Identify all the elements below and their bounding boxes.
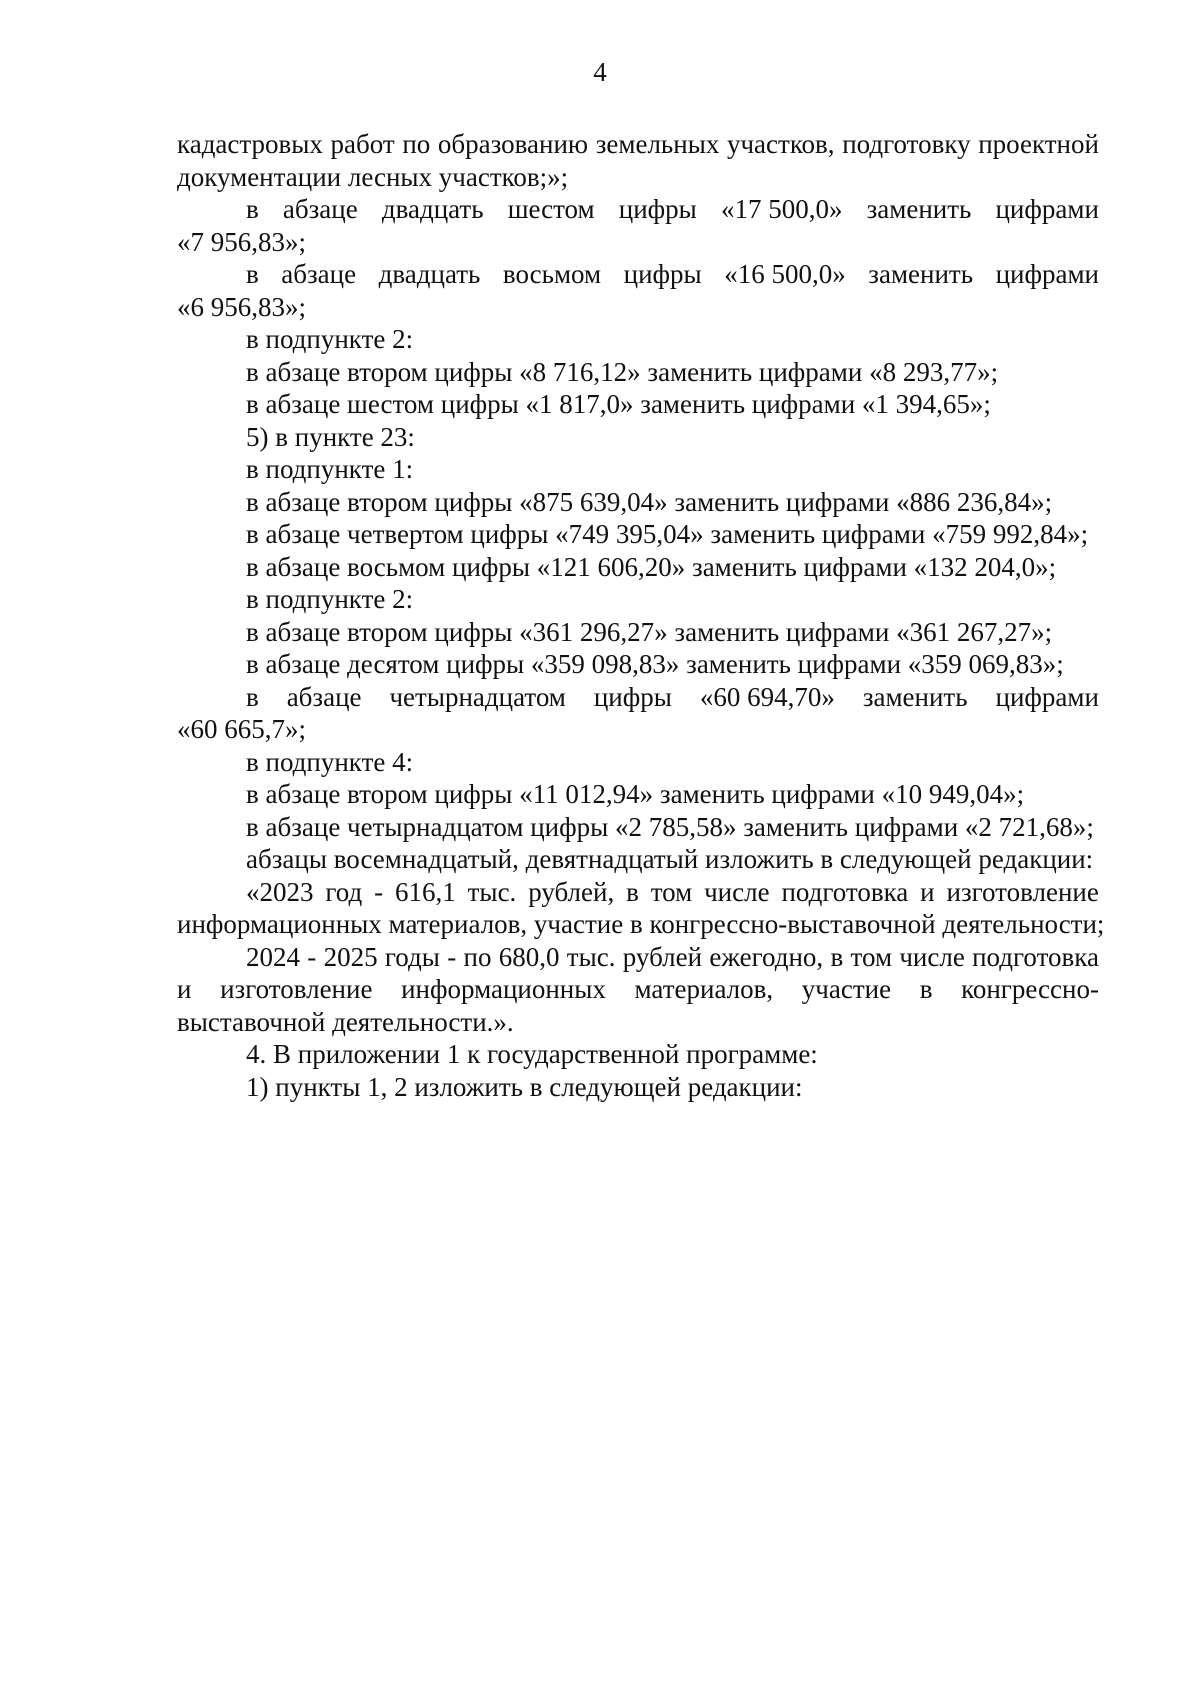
word: участков,: [726, 129, 835, 159]
word: подготовка: [781, 876, 909, 907]
word: тыс.: [566, 941, 616, 972]
word: заменить: [866, 194, 972, 224]
word: заменить: [868, 259, 974, 289]
text-line: [177, 128, 1099, 161]
word: заменить: [862, 681, 968, 712]
text-line: в абзаце шестом цифры «1 817,0» заменить цифрами «1 394,65»;: [246, 389, 991, 419]
word: годы: [384, 941, 440, 972]
text-line: [177, 258, 1099, 291]
text-line: [177, 941, 1099, 974]
word: по: [463, 941, 492, 972]
word: абзаце: [281, 259, 357, 289]
text-line: в абзаце втором цифры «11 012,94» заменить цифрами «10 949,04»;: [246, 779, 1025, 809]
word: подготовка: [972, 941, 1099, 972]
word: информационных: [401, 974, 606, 1004]
word: абзаце: [282, 194, 358, 224]
word: земельных: [595, 129, 720, 159]
word: тыс.: [467, 876, 517, 907]
text-line: в абзаце восьмом цифры «121 606,20» заменить цифрами «132 204,0»;: [246, 551, 1057, 582]
word: шестом: [507, 194, 595, 224]
word: рублей,: [528, 876, 615, 907]
text-line: информационных материалов, участие в конгрессно-выставочной деятельности;: [177, 909, 1105, 939]
word: цифры: [623, 259, 702, 289]
text-line: выставочной деятельности.».: [177, 1006, 514, 1037]
word: -: [447, 941, 457, 972]
page-number: 4: [593, 57, 607, 87]
word: «60 694,70»: [699, 681, 835, 712]
word: и: [920, 876, 935, 907]
word: восьмом: [502, 259, 602, 289]
word: в: [919, 974, 933, 1004]
word: в: [246, 681, 259, 712]
word: цифрами: [995, 259, 1099, 289]
word: 2025: [323, 941, 378, 972]
text-line: [177, 876, 1099, 909]
word: в: [246, 259, 259, 289]
word: образованию: [437, 129, 589, 159]
word: изготовление: [946, 876, 1099, 907]
word: по: [402, 129, 431, 159]
word: проектной: [978, 129, 1099, 159]
word: цифры: [618, 194, 697, 224]
word: в: [246, 194, 259, 224]
word: четырнадцатом: [389, 681, 566, 712]
word: изготовление: [220, 974, 373, 1004]
text-line: в подпункте 4:: [246, 746, 414, 777]
text-line: в абзаце втором цифры «8 716,12» заменить цифрами «8 293,77»;: [246, 356, 999, 387]
word: 616,1: [395, 876, 456, 907]
word: конгрессно-: [961, 974, 1099, 1004]
word: работ: [330, 129, 395, 159]
text-line: в абзаце десятом цифры «359 098,83» заменить цифрами «359 069,83»;: [246, 649, 1064, 679]
text-line: абзацы восемнадцатый, девятнадцатый изложить в следующей редакции:: [246, 844, 1094, 874]
text-line: [177, 973, 1099, 1006]
word: год: [325, 876, 363, 907]
text-line: в абзаце четвертом цифры «749 395,04» заменить цифрами «759 992,84»;: [246, 519, 1089, 549]
text-line: в абзаце втором цифры «361 296,27» заменить цифрами «361 267,27»;: [246, 616, 1053, 647]
word: 680,0: [498, 941, 560, 972]
word: том: [850, 941, 893, 972]
word: «2023: [246, 876, 314, 907]
word: том: [650, 876, 693, 907]
word: материалов,: [634, 974, 774, 1004]
text-line: «6 956,83»;: [177, 291, 307, 322]
text-line: документации лесных участков;»;: [177, 161, 569, 192]
text-line: в абзаце втором цифры «875 639,04» заменить цифрами «886 236,84»;: [246, 486, 1053, 517]
text-line: «60 665,7»;: [177, 714, 307, 744]
word: числе: [899, 941, 965, 972]
text-line: [177, 193, 1099, 226]
text-line: в подпункте 2:: [246, 324, 414, 354]
word: «16 500,0»: [724, 259, 846, 289]
word: абзаце: [286, 681, 362, 712]
word: -: [307, 941, 317, 972]
text-line: 4. В приложении 1 к государственной программе:: [246, 1039, 818, 1069]
word: ежегодно,: [709, 941, 824, 972]
word: цифры: [593, 681, 672, 712]
word: двадцать: [378, 259, 481, 289]
word: двадцать: [381, 194, 484, 224]
word: цифрами: [995, 194, 1099, 224]
text-line: 5) в пункте 23:: [246, 421, 415, 452]
text-line: в подпункте 1:: [246, 454, 414, 484]
text-line: [177, 681, 1099, 714]
text-line: в абзаце четырнадцатом цифры «2 785,58» заменить цифрами «2 721,68»;: [246, 811, 1094, 842]
word: кадастровых: [177, 129, 323, 159]
document-body: [177, 128, 1105, 1103]
word: рублей: [622, 941, 703, 972]
word: числе: [704, 876, 770, 907]
word: цифрами: [995, 681, 1099, 712]
word: -: [374, 876, 384, 907]
text-line: 1) пункты 1, 2 изложить в следующей редакции:: [246, 1071, 803, 1102]
word: «17 500,0»: [720, 194, 843, 224]
word: и: [177, 974, 192, 1004]
word: в: [626, 876, 639, 907]
word: 2024: [246, 941, 300, 972]
word: подготовку: [842, 129, 971, 159]
text-line: «7 956,83»;: [177, 226, 307, 257]
word: в: [830, 941, 844, 972]
word: участие: [801, 974, 892, 1004]
text-line: в подпункте 2:: [246, 584, 414, 614]
